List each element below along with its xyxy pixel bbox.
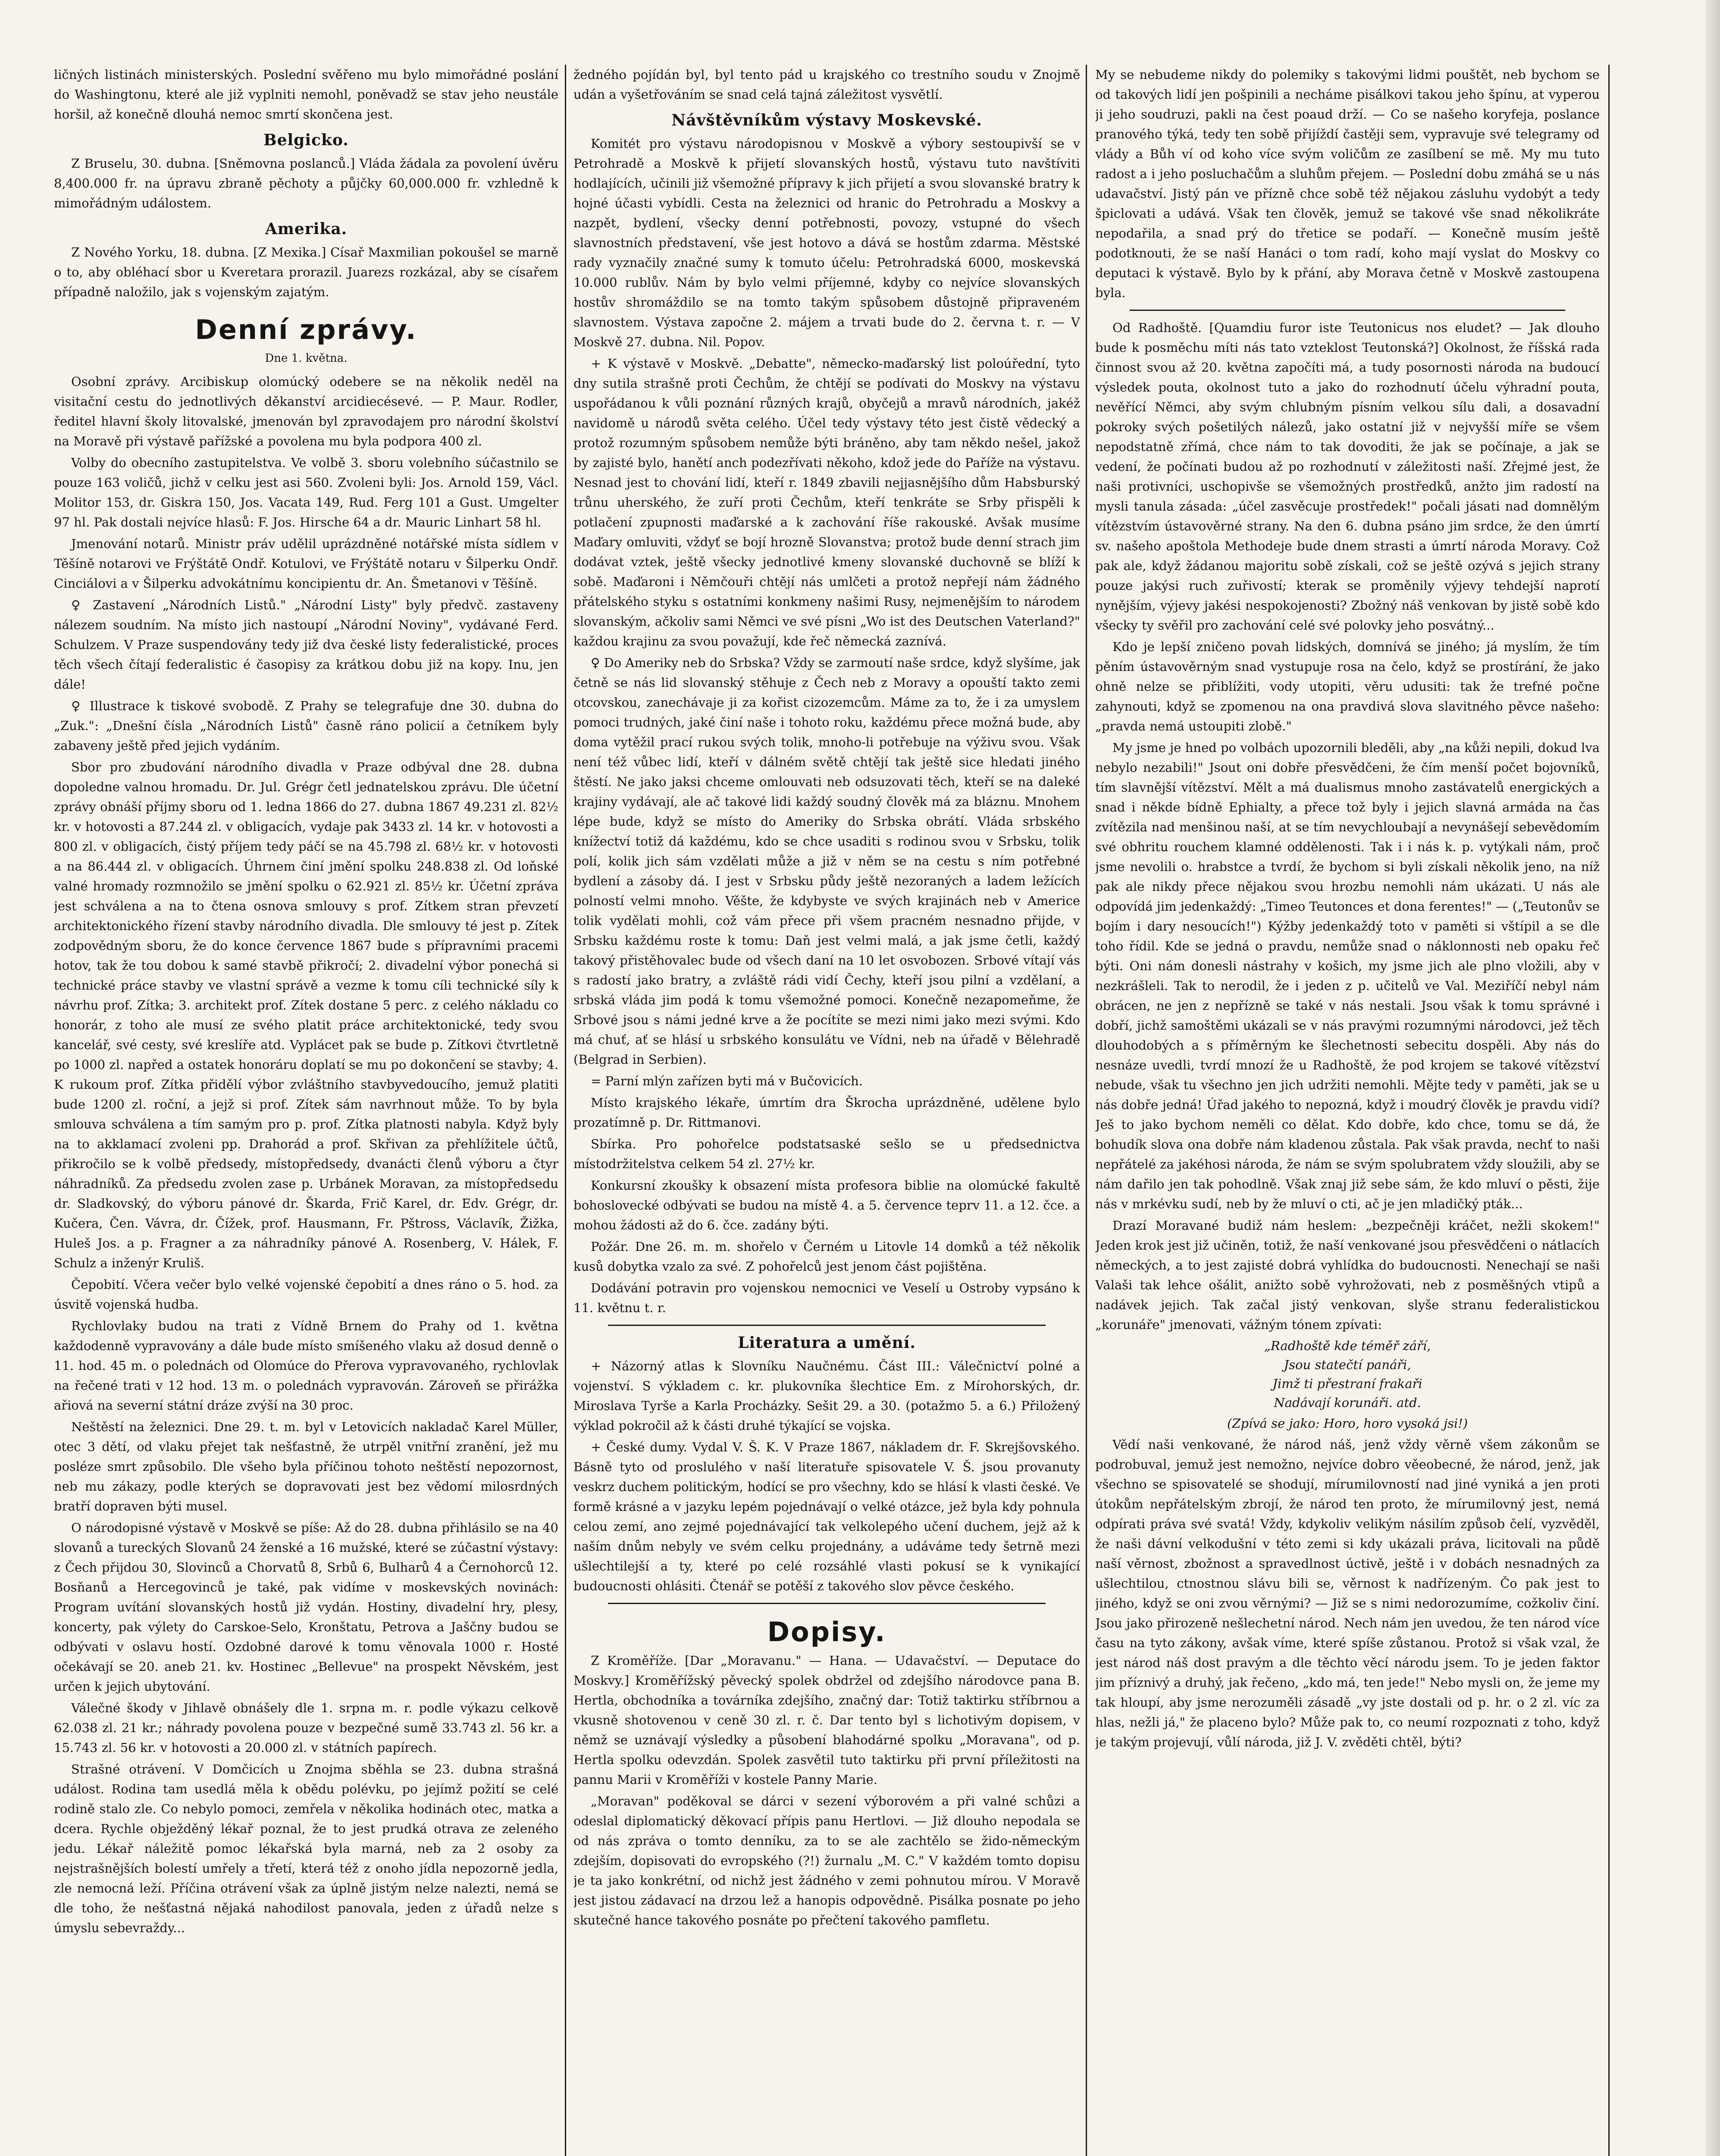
paragraph: Vědí naši venkované, že národ náš, jenž vždy věrně všem zákonům se podrobuval, jemuž jest nemožno, nejvíce dobro věeobecné, že národ, jenž, jak všechno se spisovatelé se shodují, mírumilovností nad jiné vyniká a jen proti útokům nepřátelským zbrojí, že národ ten proto, že mírumilovný jest, nemá odpírati práva své svatá! Vždy, kdykoliv velikým násilím způsob čelí, vyzvěděl, že naši dávní velkodušní v této zemi si kdy ukázali práva, licitovali na půdě naší věrnost, zbožnost a spravedlnost úctivě, ještě i v dobách nesnadných za ušlechtilou, ctnostnou slávu bili se, věrnost k nadřízeným. Čo pak jest to jiného, když se oni zvou věrnými? — Již se s nimi nedorozumíme, cožkoliv činí. Jsou jako přirozeně nešlechetní národ. Nech nám jen uvedou, že ten národ více času na tyto zákony, avšak víme, které spíše zůstanou. Protož si však vzal, že jest národ náš dost pravým a dle těchto věcí národu jsem. To je jeden faktor jim příznivý a druhý, jak řečeno, „kdo má, ten jede!" Nebo mysli on, že jeme my tak hloupí, aby jsme nerozuměli zásadě „vy jste dostali od p. hr. o 2 zl. víc za hlas, nežli já," že placeno bylo? Může pak to, co neumí rozpoznati z toho, když je takým projevují, vůlí národa, již J. V. zvěděti chtěl, býti? (1095, 1437, 1600, 1749)
paragraph: Z Bruselu, 30. dubna. [Sněmovna poslanců.] Vláda žádala za povolení úvěru 8,400.000 fr. na úpravu zbraně pěchoty a půjčky 60,000.000 fr. vzhledně k mimořádným událostem. (54, 156, 558, 210)
news-item: Sbírka. Pro pohořelce podstatsaské sešlo se u předsednictva místodržitelstva celkem 54 zl. 27½ kr. (573, 1137, 1080, 1171)
news-item: Jmenování notarů. Ministr práv udělil uprázdněné notářské místa sídlem v Těšíně notarovi ve Frýštátě Ondř. Kotulovi, ve Frýštátě notaru v Šilperku Ondř. Cinciálovi a v Šilperku advokátnímu koncipientu dr. An. Šmetanovi v Těšíně. (54, 536, 558, 591)
news-item: Strašné otrávení. V Domčicích u Znojma sběhla se 23. dubna strašná událost. Rodina tam usedlá měla k obědu polévku, po jejímž požití se celé rodině stalo zle. Co nebylo pomoci, zemřela v několika hodinách otec, matka a dcera. Rychle obježděný lékař poznal, že to jest prudká otrava ze zeleného jedu. Lékař náležitě pomoc lékařská byla marná, neb za 2 osoby za nejstrašnějších bolestí umřely a třetí, která též z onoho jídla nepozorně jedla, zle nemocná leží. Příčina otrávení však za úplně jistým nelze nalezti, nemá se dle toho, že nešťastná nějaká nahodilost panovala, jeden z úřadů nelze s úmyslu sebevraždy... (54, 1762, 558, 1935)
column-rule (1608, 65, 1610, 2156)
letter: Od Radhoště. [Quamdiu furor iste Teutonicus nos eludet? — Jak dlouho bude k posměchu míti nás tato vzteklost Teutonská?] Okolnost, že říšská rada činnost svou až 20. května započíti má, a tudy posornosti národa na budoucí výsledek pouta, okolnost tuto a jako do rozhodnutí účelu výhradní pouta, nevěřící Němci, aby svým chlubným písním velkou sílu dali, a dosavadní pokroky svých pošetilých nálezů, jako ostatní již v nejvyšší míře se všem nepodstatně zřímá, chce nám to tak dovoditi, že jak se počínaje, a jak se vedení, že počínati budou až po rozhodnutí v záležitosti naší. Zřejmé jest, že naši protivníci, uschopivše se všemožných prostředků, anžto jim radostí na mysli tanula zásada: „účel zasvěcuje prostředek!" počali jásati nad domnělým vítězstvím ústavověrné strany. Na den 6. dubna psáno jim srdce, že den úmrtí sv. našeho apoštola Methodeje bude dnem strasti a úmrtí národa Moravy. Což pak ale, když žádanou majoritu sobě získali, což se ještě ozývá s jejich strany pouze jakýsi ruch zuřivostí; kterak se proměnily výjevy tehdejší naprotí nynějším, výjevy jakési nespokojenosti? Zbožný náš venkovan by jistě sobě kdo všecky ty svěřil pro zachování celé své polovky jeho posvátný... (1095, 320, 1600, 633)
news-item: + Názorný atlas k Slovníku Naučnému. Část III.: Válečnictví polné a vojenství. S výkladem c. kr. plukovníka šlechtice Em. z Mírohorských, dr. Miroslava Tyrše a Karla Procházky. Sešit 29. a 30. (potažmo 5. a 6.) Přiložený výklad pokročil až k části druhé týkající se vojska. (573, 1359, 1080, 1433)
paragraph: My jsme je hned po volbách upozornili bleděli, aby „na kůži nepili, dokud lva nebylo nezabili!" Jsout oni dobře přesvědčeni, že čím menší počet bojovníků, tím slavnější vítězství. Mělt a má dualismus mnoho zastávatelů energických a snad i někde bídně Ephialty, a přece tož byly i jejich slavná armáda na čas zvítězila nad menšinou naší, at se tím nevychloubají a nevynášejí sebevědomím své obhritu rouchem klamné oddělenosti. Tak i i nás k. p. vytýkali nám, proč jsme nevolili o. hrabstce a tvrdí, že bychom si byli získali několik jeno, na níž pak ale nikdy přece nějakou svou hrozbu nemohli nám ukázati. U nás ale odpovídá jim jedenkaždý: „Timeo Teutonces et dona ferentes!" — („Teutonův se bojím i dary nesoucích!") Kýžby jedenkaždý toto v paměti si vštípil a se dle toho řídil. Kde se jedná o pravdu, nemůže snad o náklonnosti neb opaku řeč býti. Oni nám donesli nástrahy v košich, my jsme jich ale plno vložili, aby v nezkrášleli. Tak to nerodil, že i jeden z p. učitelů ve Val. Meziříčí nebyl nám obrácen, ne jen z nepřízně se také v nás nestali. Jsou však k tomu správné i dobří, jichž samoštěmi ukázali se v nás pravými rozumnými národovci, jež těch dlouhodobých a s příměrným ke šlechetnosti sebecitu dospěli. Aby nás do nesnáze uvedli, tvrdí mnozí že u Radhoště, že pod krojem se takové vítězství nebude, však tu všechno jen jich udržiti nemohli. Mějte tedy v paměti, jak se u nás dobře jedná! Úřad jakého to nepozná, když i moudrý člověk je pravdu vidí? Ješ to jako bychom neměli co dělat. Kdo dobře, kdo chce, tomu se dá, že bohudík slova ona dobře nám kladenou zůstala. Pak však pravda, nechť to naši nepřátelé za jakéhosi národa, že nám se svým spolubratem vždy sloužili, aby se nám dařilo jen tak pohodlně. Však znaj již sebe sám, že kdo mluví o pěsti, žije nás v mrkévku sudí, neb by že mluví o cti, ač je jen mladičký pták... (1095, 740, 1600, 1211)
paragraph: Z Nového Yorku, 18. dubna. [Z Mexika.] Císař Maxmilian pokoušel se marně o to, aby obléhací sbor u Kveretara prorazil. Juarezs rozkázal, aby se císařem případně naložilo, jak s vojenským zajatým. (54, 245, 558, 299)
news-item: Čepobití. Včera večer bylo velké vojenské čepobití a dnes ráno o 5. hod. za úsvitě vojenská hudba. (54, 1277, 558, 1312)
news-item: ♀ Do Ameriky neb do Srbska? Vždy se zarmoutí naše srdce, když slyšíme, jak četně se nás lid slovanský stěhuje z Čech neb z Moravy a opouští takto zemi otcovskou, zanechávaje ji za kořist cizozemcům. Máme za to, že i za umyslem pomoci trudných, jaké činí naše i tohoto roku, každému přece možná bude, aby doma vytěžil prací rukou svých tolik, mnoho-li potřebuje na výživu svou. Však není též vůbec lidí, kteří v dálném světě chtějí tak ještě sice hledati jiného štěstí. Ne jako jaksi chceme omlouvati neb odsuzovati těch, kteří se na daleké krajiny vydávají, ale ač takové lidi každý soudný člověk má za bláznu. Mnohem lépe bude, když se místo do Ameriky do Srbska obrátí. Vláda srbského knížectví totiž dá každému, kdo se chce usaditi s rodinou svou v Srbsku, tolik polí, kolik jich sám vzdělati může a již v něm se na cestu s ním potřebné bydlení a zásoby dá. I jest v Srbsku půdy ještě nezoraných a ladem ležících polností velmi mnoho. Věšte, že kdybyste ve svých krajinách neb v Americe tolik vydělati mohli, což vám přece při všem pracném nesnadno přijde, v Srbsku každému roste k tomu: Daň jest velmi malá, a jak jsme četli, každý takový přistěhovalec bude od všech daní na 10 let osvobozen. Srbové vítají vás s radostí jako bratry, a zvláště rádi vidí Čechy, kteří jsou pilní a vzdělaní, a srbská vláda jim podá k tomu všemožné pomoci. Konečně nezapomeňme, že Srbové jsou s námi jedné krve a že pocítíte se mezi nimi jako mezi svými. Kdo má chuť, ať se hlásí u srbského konsulátu ve Vídni, neb na úřadě v Bělehradě (Belgrad in Serbien). (573, 655, 1080, 1067)
news-item: O národopisné výstavě v Moskvě se píše: Až do 28. dubna přihlásilo se na 40 slovanů a tureckých Slovanů 24 ženské a 16 mužské, které se zúčastní výstavy: z Čech přijdou 30, Slovinců a Chorvatů 8, Srbů 6, Bulharů 4 a Černohorců 12. Bosňanů a Hercegovinců je také, pak vidíme v moskevských novinách: Program uvítání slovanských hostů již vydán. Hostiny, divadelní hry, plesy, koncerty, pak výlety do Carskoe-Selo, Kronštatu, Petrova a Jaščny budou se odbývati v oslavu hostí. Ozdobné darové k tomu věnovala 1000 r. Hosté očekávají se 20. aneb 21. kv. Hostinec „Bellevue" na prospekt Něvském, jest určen k jejich ubytování. (54, 1520, 558, 1694)
news-item: ♀ Zastavení „Národních Listů." „Národní Listy" byly předvč. zastaveny nálezem soudním. Na místo jich nastoupí „Národní Noviny", vydávané Ferd. Schulzem. V Praze suspendovány tedy již dva české listy federalistické, proces těch všech čítají federalistic é časopisy za krátkou dobu již na kopy. Inu, jen dále! (54, 598, 558, 692)
column-3 (1095, 65, 1600, 2156)
paragraph: Kdo je lepší zničeno povah lidských, domnívá se jiného; já myslím, že tím pěním ústavověrným snad vystupuje rosa na čelo, když se prostírání, že jako ohně nelze se přiblížiti, vody utopiti, věru udusiti: tak že trefné počne zahynouti, když se zpomenou na ona pravdivá slova slavitného pěvce našeho: „pravda nemá ustoupiti zlobě." (1095, 639, 1600, 733)
verse-note: (Zpívá se jako: Horo, horo vysoká jsi!) (1227, 1416, 1468, 1431)
section-separator (1130, 310, 1565, 311)
column-2 (573, 65, 1080, 2156)
paragraph: žedného pojídán byl, byl tento pád u krajského co trestního soudu v Znojmě udán a vyšetřováním se snad celá tajná záležitost vysvětlí. (573, 67, 1080, 102)
section-heading-amerika: Amerika. (265, 220, 348, 238)
news-item: + České dumy. Vydal V. Š. K. V Praze 1867, nákladem dr. F. Skrejšovského. Básně tyto od proslulého v naší literatuře spisovatele V. Š. jsou provanuty veskrz duchem politickým, hodící se pro všechny, kdo se hlásí k vlasti české. Ve formě krásné a v jazyku lepém pojednávají o velké otázce, jež byla kdy pohnula celou zemí, ano zejmé pojednávající tak velkolepého učení duchem, jejž až k naším dnům nebyly ve svém celku projednány, a udáváme tedy šetrně mezi ušlechtilejší a ty, které po celé rozsáhlé vlasti pokusí se k vynikající budoucnosti ohlásiti. Čtenář se potěší z takového slov pěvce českého. (573, 1440, 1080, 1593)
scan-edge (1705, 0, 1720, 2156)
column-rule (1086, 65, 1087, 2156)
section-heading-belgicko: Belgicko. (263, 131, 349, 149)
verse-line: Nadávají korunáři. atd. (1274, 1395, 1421, 1410)
letter: „Moravan" poděkoval se dárci v sezení výborovém a při valné schůzi a odeslal diplomatický děkovací přípis panu Hertlovi. — Již dlouho nepodala se od nás zpráva o tomto denníku, za to se ale zachtělo se žido-německým zdejším, dopisovati do evropského (?!) žurnalu „M. C." V každém tomto dopisu je ta jako konkrétní, od nichž jest žádného v zemi pohnutou mírou. V Moravě jest jistou zádavací na drzou lež a hanopis odpovědně. Pisálka posnate po jeho skutečné hance takového posnáte po přečtení takového pamfletu. (573, 1794, 1080, 1927)
news-item: Sbor pro zbudování národního divadla v Praze odbýval dne 28. dubna dopoledne valnou hromadu. Dr. Jul. Grégr četl jednatelskou zprávu. Dle účetní zprávy obnáší příjmy sboru od 1. ledna 1866 do 27. dubna 1867 49.231 zl. 82½ kr. v hotovosti a 87.244 zl. v obligacích, vydaje pak 3433 zl. 14 kr. v hotovosti a 800 zl. v obligacích, čistý příjem tedy páčí se na 45.798 zl. 68½ kr. v hotovosti a na 86.444 zl. v obligacích. Úhrnem činí jmění spolku 248.838 zl. Od loňské valné hromady rozmnožilo se jmění spolku o 62.921 zl. 85½ kr. Účetní zpráva jest schválena a na to čtena osnova smlouvy s prof. Zítkem stran převzetí architektonického řízení stavby národního divadla. Dle smlouvy té jest p. Zítek zodpovědným sboru, že do konce července 1867 bude s přípravními pracemi hotov, tak že tou dobou k samé stavbě přikročí; 2. divadelní výbor ponechá si technické práce stavby ve vlastní správě a vezme k tomu cíli technické síly k návrhu prof. Zítka; 3. architekt prof. Zítek dostane 5 perc. z celého nákladu co honorár, z toho ale musí ze svého platit práce architektonické, tedy svou kancelář, své cesty, své kreslíře atd. Vyplácet pak se bude p. Zítkovi čtvrtletně po 1000 zl. napřed a ostatek honoráru doplatí se mu po dokončení se stavby; 4. K rukoum prof. Zítka přidělí výbor zvláštního stavbyvedoucího, jemuž platiti bude 1200 zl. roční, a jejž si prof. Zítek sám navrhnout může. To by byla smlouva schválena a tím samým pro p. prof. Zítka platnosti nabyla. Když byly na to akklamací zvoleni pp. Drahorád a prof. Skřivan za přehlížitele účtů, přikročilo se k volbě předsedy, místopředsedy, dvanácti členů výboru a čtyr náhradníků. Za předsedu zvolen zase p. Urbánek Moravan, za místopředsedu dr. Sladkovský, do výboru pánové dr. Škarda, Frič Karel, dr. Edv. Grégr, dr. Kučera, Čen. Vávra, dr. Čížek, prof. Hausmann, Fr. Pštross, Václavík, Žižka, Huleš Jos. a p. Fragner a za náhradníky pánové A. Rosenberg, V. Hálek, F. Schulz a inženýr Kruliš. (54, 760, 558, 1270)
paragraph: Drazí Moravané budiž nám heslem: „bezpečněji kráčet, nežli skokem!" Jeden krok jest již učiněn, totiž, že naší venkované jsou přesvědčeni o nátlacích německých, a to jest zajisté dobrá vyhlídka do budoucnosti. Nenechají se naši Valaši tak lehce ošálit, anižto sobě vyhrožovati, neb z posměšných vtipů a nadávek jejich. Tak začal jistý venkovan, slyše stranu federalistickou „korunáře" jmenovati, vážným tónem zpívati: (1095, 1218, 1600, 1332)
verse-line: Jimž ti přestraní frakaři (1272, 1376, 1422, 1391)
dateline: Dne 1. května. (265, 352, 348, 365)
section-heading-dopisy: Dopisy. (767, 1616, 887, 1648)
news-item: Požár. Dne 26. m. m. shořelo v Černém u Litovle 14 domků a též několik kusů dobytka vzalo za své. Z pohořelců jest jenom část pojištěna. (573, 1239, 1080, 1274)
news-item: Neštěstí na železnici. Dne 29. t. m. byl v Letovicích nakladač Karel Müller, otec 3 dětí, od vlaku přejet tak nešťastně, že utrpěl vnitřní zranění, jež mu posléze smrt způsobilo. Dle všeho byla příčinou tohoto neštěstí nepozornost, neb mu zákazy, podle kterých se dopravovati jest bez vědomí milosrdných bratří dopraven býti musel. (54, 1420, 558, 1514)
news-item: Volby do obecního zastupitelstva. Ve volbě 3. sboru volebního súčastnilo se pouze 163 voličů, jichž v celku jest asi 560. Zvoleni byli: Jos. Arnold 159, Václ. Molitor 153, dr. Giskra 150, Jos. Vacata 149, Rud. Ferg 101 a Gust. Umgelter 97 hl. Pak dostali nejvíce hlasů: F. Jos. Hirsche 64 a dr. Mauric Linhart 58 hl. (54, 455, 558, 530)
paragraph: My se nebudeme nikdy do polemiky s takovými lidmi pouštět, neb bychom se od takových lidí jen pošpinili a necháme pisálkovi takou jeho špínu, at vyperou ji jeho soudruzi, pakli na čest poaud drží. — Co se našeho koryfeja, poslance pranového týká, tedy ten sobě přijíždí častěji sem, vypravuje své telegramy od vlády a Bůh ví od koho více svým voličům ze zasílbení se mě. My mu tuto radost a i jeho posluchačům a sluhům přejem. — Poslední dobu zmáhá se u nás udavačství. Jistý pán ve přízně chce sobě též nějakou zásluhu vydobýt a tedy špiclovati a udává. Však ten člověk, jemuž se takové vše snad několikráte nepodařila, a snad prý do třetice se podaří. — Konečně musím ještě podotknouti, že se naší Hanáci o tom radí, koho mají vyslat do Moskvy co deputaci k výstavě. Bylo by k přání, aby Morava četně v Moskvě zastoupena byla. (1095, 67, 1600, 300)
section-heading-navstevnikum: Návštěvníkům výstavy Moskevské. (671, 111, 982, 129)
news-item: Válečné škody v Jihlavě obnášely dle 1. srpna m. r. podle výkazu celkově 62.038 zl. 21 kr.; náhrady povolena pouze v bezpečné sumě 33.743 zl. 56 kr. a 15.743 zl. 56 kr. v hotovosti a 20.000 zl. v státních papírech. (54, 1701, 558, 1755)
news-item: + K výstavě v Moskvě. „Debatte", německo-maďarský list poloúřední, tyto dny sutila strašně proti Čechům, že chtějí se podívati do Moskvy na výstavu uspořádanou k vůli poznání různých krajů, obyčejů a mravů národních, jakéž navidomě u národů světa celého. Účel tedy výstavy této jest čistě vědecký a protož rozumným spůsobem nemůže býti bráněno, aby tam někdo nešel, jakož by zajisté bylo, hanětí anch podezřívati někoho, kdož jede do Paříže na výstavu. Nesnad jest to chování lidí, kteří r. 1849 zbavili nejjasnějšího dům Habsburský trůnu uherského, že zuří proti Čechům, kteří tenkráte se Srby přispěli k potlačení zpupnosti maďarské a k zachování říše rakouské. Avšak musíme Maďary omluviti, vždyť se bojí hrozně Slovanstva; protož bude denní strach jim dodávat vztek, ještě všecky jednotlivé kmeny slovanské duchovně se blíží k sobě. Maďaroni i Němčouři chtějí nás umlčeti a protož nepřejí nám žádného přátelského styku s ostatními konkmeny našimi Rusy, nejmenějším to národem slovanským, ačkoliv sami Němci ve své písni „Wo ist des Deutschen Vaterland?" každou krajinu za svou považují, kde řeč německá zaznívá. (573, 356, 1080, 649)
section-separator (608, 1325, 1046, 1326)
verse-line: Jsou statečtí panáři, (1284, 1357, 1411, 1372)
news-item: Konkursní zkoušky k obsazení místa profesora biblie na olomúcké fakultě bohoslovecké odbývati se budou na místě 4. a 5. července teprv 11. a 12. čce. a mohou žádosti až do 6. čce. zadány býti. (573, 1178, 1080, 1232)
news-item: Místo krajského lékaře, úmrtím dra Škrocha uprázdněné, udělene bylo prozatímně p. Dr. Rittmanovi. (573, 1095, 1080, 1130)
news-item: = Parní mlýn zařízen byti má v Bučovicích. (591, 1074, 863, 1088)
news-item: Dodávání potravin pro vojenskou nemocnici ve Veselí u Ostroby vypsáno k 11. květnu t. r. (573, 1281, 1080, 1315)
column-rule (565, 65, 566, 2156)
section-heading-literatura: Literatura a umění. (738, 1334, 916, 1352)
letter: Z Kroměříže. [Dar „Moravanu." — Hana. — Udavačství. — Deputace do Moskvy.] Kroměřížský pěvecký spolek obdržel od zdejšího národovce pana B. Hertla, obchodníka a továrníka zdejšího, značný dar: Totiž taktirku stříbrnou a vkusně shotovenou v ceně 30 zl. r. č. Dar tento byl s lichotivým dopisem, v němž se uznávají výsledky a působení blahodárné spolku „Moravana", od p. Hertla spolku odevzdán. Spolek zasvětil tuto taktirku při první příležitosti na pannu Marii v Kroměříži v kostele Panny Marie. (573, 1653, 1080, 1787)
news-item: Osobní zprávy. Arcibiskup olomúcký odebere se na několik neděl na visitační cestu do jednotlivých děkanství arcidiecésevé. — P. Maur. Rodler, ředitel hlavní školy litovalské, jmenován byl zpravodajem pro národní školství na Moravě při výstavě pařížské a povolena mu byla podpora 400 zl. (54, 374, 558, 448)
news-item: ♀ Illustrace k tiskové svobodě. Z Prahy se telegrafuje dne 30. dubna do „Zuk.": „Dnešní čísla „Národních Listů" časně ráno policií a četníkem byly zabaveny ještě před jejich vydáním. (54, 699, 558, 753)
column-1 (54, 65, 558, 2156)
section-separator (608, 1603, 1046, 1604)
news-item: Rychlovlaky budou na trati z Vídně Brnem do Prahy od 1. května každodenně vypravovány a dále bude místo smíšeného vlaku až dosud denně o 11. hod. 45 m. o polednách od Olomúce do Přerova vypravovaného, rychlovlak na řečené trati v 12 hod. 13 m. o polednách vypravován. Zároveň se přirážka ařiová na severní státní dráze zvýší na 30 proc. (54, 1319, 558, 1413)
verse-line: „Radhoště kde téměř září, (1264, 1338, 1431, 1353)
paragraph: ličných listinách ministerských. Poslední svěřeno mu bylo mimořádné poslání do Washingtonu, které ale již vyplniti nemohl, poněvadž se stav jeho neustále horšil, až konečně dlouhá nemoc smrtí skončena jest. (54, 67, 558, 122)
verse-block (1095, 1336, 1600, 1412)
news-item: Komitét pro výstavu národopisnou v Moskvě a výbory sestoupivší se v Petrohradě a Moskvě k přijetí slovanských hostů, výstavu tuto navštíviti hodlajících, učinili již všemožné přípravy k jich přijetí a svou slovanské bratry k hojné účasti vybídli. Cesta na železnici od hranic do Petrohradu a Moskvy a nazpět, bydlení, všecky denní potřebnosti, povozy, vstupné do všech slavnostních představení, vše jest hotovo a dává se hostům zdarma. Městské rady vyznačily značné sumy k tomuto účelu: Petrohradská 6000, moskevská 10.000 rublův. Nám by bylo velmi příjemné, kdyby co nejvíce slovanských hostův shromáždilo se na tomto takým spůsobem důstojně připraveném slavnostem. Výstava započne 2. májem a trvati bude do 2. června t. r. — V Moskvě 27. dubna. Nil. Popov. (573, 136, 1080, 349)
section-heading-denni-zpravy: Denní zprávy. (195, 314, 417, 345)
